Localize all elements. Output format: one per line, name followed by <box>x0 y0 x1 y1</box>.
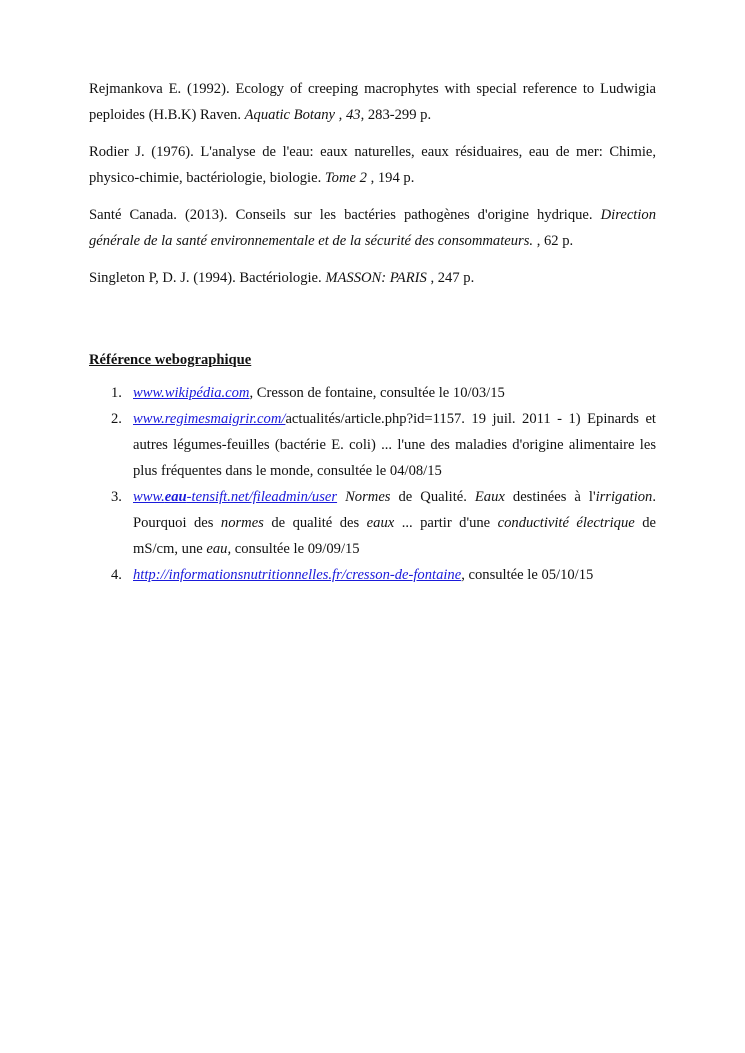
ref-journal: Tome 2 <box>324 170 367 186</box>
item-italic: Eaux <box>474 489 505 505</box>
link-part: -tensift.net/fileadmin/user <box>186 489 338 505</box>
ref-text: Rodier J. (1976). L'analyse de l'eau: eaux naturelles, eaux résiduaires, eau de mer: Chimie, physico-chimie, bactériologie, biologie. <box>89 144 656 186</box>
ref-text: Singleton P, D. J. (1994). Bactériologie. <box>89 270 326 286</box>
web-reference-list <box>89 380 656 588</box>
ref-pages: , 283-299 p. <box>360 107 432 123</box>
item-text: . Pourquoi des <box>133 489 656 531</box>
item-text: de qualité des <box>263 515 367 531</box>
web-link[interactable]: www.regimesmaigrir.com/ <box>133 411 286 427</box>
ref-journal: Direction générale de la santé environnementale et de la sécurité des consommateurs. <box>89 207 656 249</box>
ref-pages: , 247 p. <box>426 270 475 286</box>
item-text: consultée le 09/09/15 <box>231 541 360 557</box>
list-number: 3. <box>111 489 122 505</box>
ref-journal: MASSON: PARIS <box>325 270 427 286</box>
section-heading: Référence webographique <box>89 352 252 368</box>
item-italic: Normes <box>345 489 391 505</box>
list-number: 1. <box>111 385 122 401</box>
item-italic: conductivité électrique <box>497 515 635 531</box>
list-number: 4. <box>111 567 122 583</box>
reference-entry <box>89 265 656 291</box>
link-part: www. <box>133 489 165 505</box>
web-link[interactable]: http://informationsnutritionnelles.fr/cresson-de-fontaine <box>133 567 462 583</box>
ref-journal: Aquatic Botany , 43 <box>244 107 361 123</box>
ref-pages: , 62 p. <box>533 233 574 249</box>
item-text: de mS/cm, une <box>133 515 656 557</box>
item-italic: irrigation <box>595 489 653 505</box>
reference-entry <box>89 139 656 191</box>
item-text: , consultée le 05/10/15 <box>461 567 594 583</box>
web-link[interactable]: www.wikipédia.com <box>133 385 250 401</box>
reference-entry <box>89 76 656 128</box>
list-item <box>89 380 656 406</box>
list-item <box>89 406 656 484</box>
item-text: actualités/article.php?id=1157. 19 juil. 2011 - 1) Epinards et autres légumes-feuilles (bactérie E. coli) ... l'une des maladies d'origine alimentaire les plus fréquentes dans le monde, consultée le 04/08/15 <box>133 411 656 479</box>
item-text: destinées à l' <box>504 489 596 505</box>
item-italic: eaux <box>366 515 395 531</box>
item-text <box>337 489 345 505</box>
item-text: , Cresson de fontaine, consultée le 10/03/15 <box>249 385 505 401</box>
ref-text: Santé Canada. (2013). Conseils sur les bactéries pathogènes d'origine hydrique. <box>89 207 601 223</box>
ref-pages: , 194 p. <box>366 170 415 186</box>
web-link[interactable] <box>133 489 337 505</box>
item-italic: normes <box>220 515 264 531</box>
ref-text: Rejmankova E. (1992). Ecology of creeping macrophytes with special reference to Ludwigia peploides (H.B.K) Raven. <box>89 81 656 123</box>
item-italic: eau, <box>206 541 232 557</box>
list-item <box>89 484 656 562</box>
link-part-bold: eau <box>164 489 187 505</box>
item-text: de Qualité. <box>390 489 475 505</box>
reference-entry <box>89 202 656 254</box>
list-number: 2. <box>111 411 122 427</box>
document-page <box>89 76 656 588</box>
item-text: ... partir d'une <box>394 515 498 531</box>
list-item <box>89 562 656 588</box>
